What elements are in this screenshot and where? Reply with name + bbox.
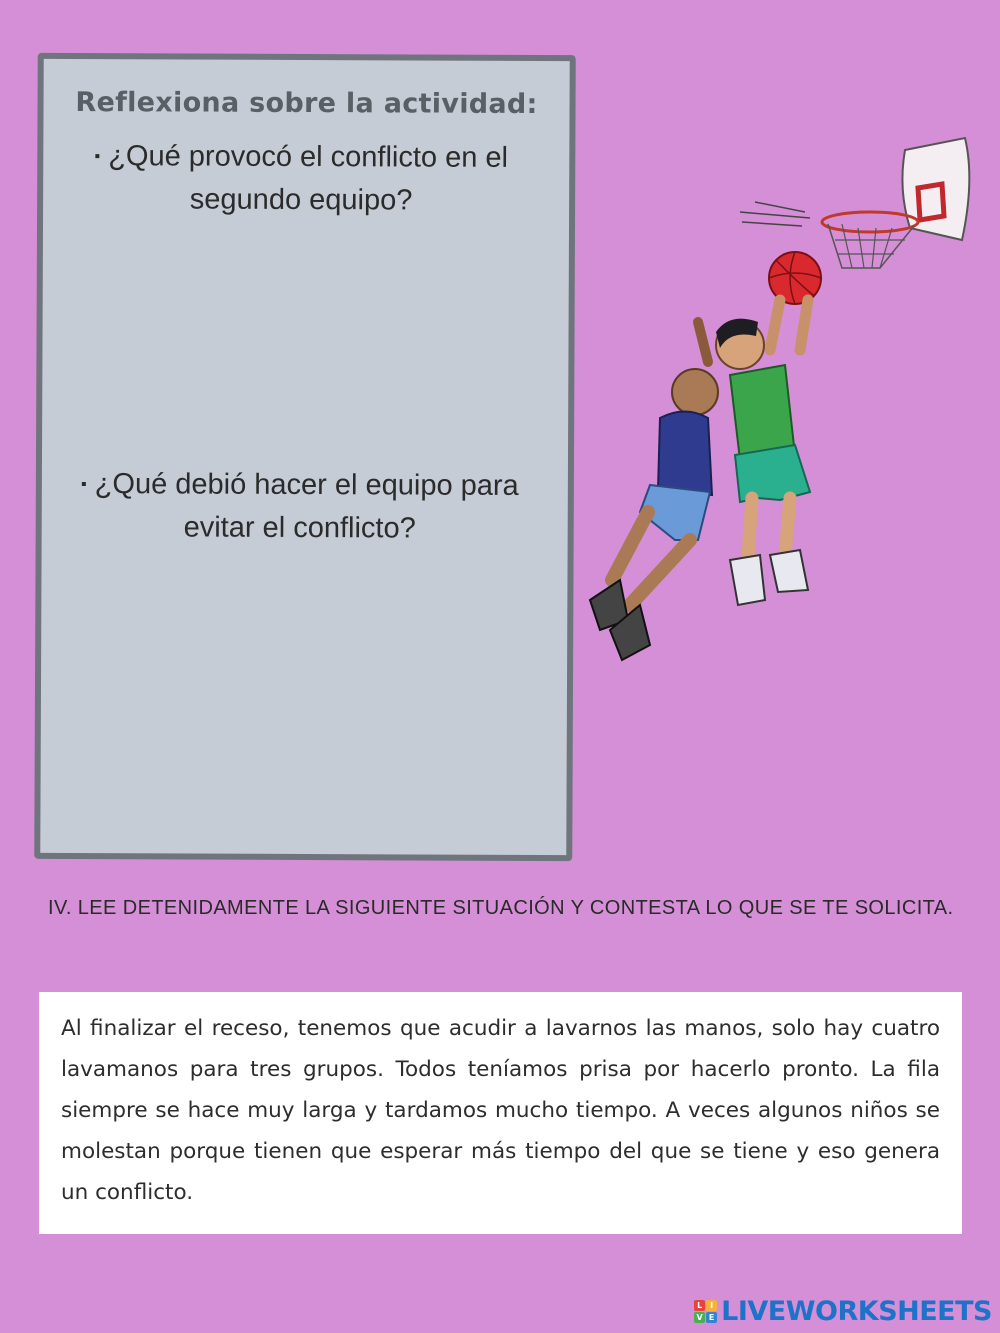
- question-1-text: ¿Qué provocó el conflicto en el segundo equipo?: [108, 140, 509, 217]
- story-box: [39, 992, 962, 1234]
- question-1: [73, 135, 529, 222]
- liveworksheets-brand[interactable]: [694, 1296, 992, 1327]
- player-green-icon: [716, 300, 810, 605]
- question-2-text: ¿Qué debió hacer el equipo para evitar el conflicto?: [94, 468, 519, 545]
- logo-letter: I: [706, 1300, 717, 1311]
- bullet-icon: ▪: [80, 476, 87, 494]
- liveworksheets-logo-icon: [694, 1300, 717, 1323]
- basketball-players-illustration: [580, 100, 1000, 700]
- question-2: [72, 463, 528, 550]
- story-text: Al finalizar el receso, tenemos que acudir a lavarnos las manos, solo hay cuatro lavamanos para tres grupos. Todos teníamos prisa por hacerlo pronto. La fila siempre se hace muy larga y tardamos mucho tiempo. A veces algunos niños se molestan porque tienen que esperar más tiempo del que se tiene y eso genera un conflicto.: [61, 1016, 940, 1205]
- answer-1-field[interactable]: [72, 227, 539, 453]
- player-blue-icon: [590, 322, 718, 660]
- logo-letter: V: [694, 1312, 705, 1323]
- brand-name: LIVEWORKSHEETS: [721, 1296, 992, 1327]
- reflection-panel: [34, 53, 576, 861]
- section-heading: IV. LEE DETENIDAMENTE LA SIGUIENTE SITUACIÓN Y CONTESTA LO QUE SE TE SOLICITA.: [48, 897, 954, 919]
- logo-letter: E: [706, 1312, 717, 1323]
- logo-letter: L: [694, 1300, 705, 1311]
- basketball-hoop-icon: [740, 138, 969, 268]
- reflection-title: Reflexiona sobre la actividad:: [75, 86, 538, 121]
- bullet-icon: ▪: [94, 148, 101, 166]
- answer-2-field[interactable]: [70, 557, 537, 833]
